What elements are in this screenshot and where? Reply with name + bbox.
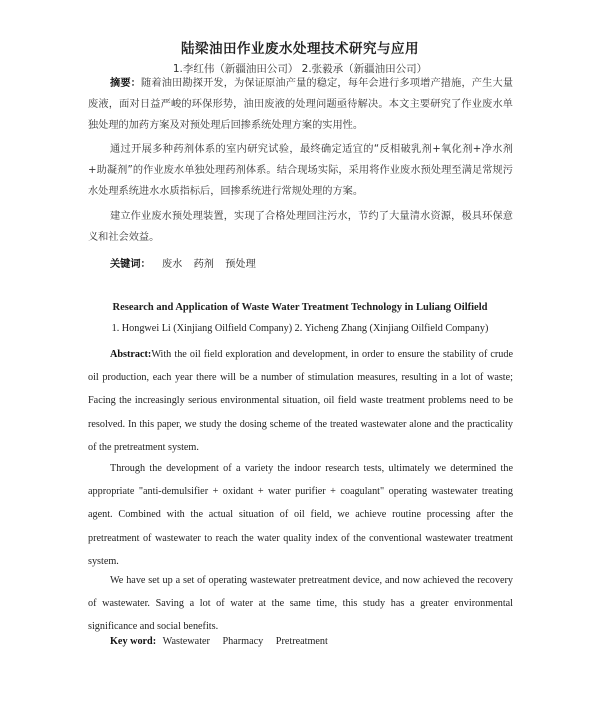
keyword-item: 废水: [162, 259, 183, 270]
chinese-keywords-label: 关键词：: [110, 259, 151, 270]
chinese-keywords: [110, 255, 256, 270]
english-abstract-text: With the oil field exploration and development, in order to ensure the stability of crude oil production, each year there will be a number of stimulation measures, resulting in a lot of waste; Facing the increasingly serious environmental situation, oil field waste treatment problems need to be resolved. In this paper, we study the dosing scheme of the treated wastewater alone and the practicality of the pretreatment system.: [88, 349, 513, 453]
keyword-item: Pharmacy: [222, 636, 264, 647]
chinese-abstract-text: 随着油田勘探开发，为保证原油产量的稳定，每年会进行多项增产措施，产生大量废液，面对日益严峻的环保形势，油田废液的处理问题亟待解决。本文主要研究了作业废水单独处理的加药方案及对预处理后回掺系统处理方案的实用性。: [88, 78, 514, 131]
english-keywords-label: Key word:: [110, 636, 157, 647]
english-paragraph-2: Through the development of a variety the indoor research tests, ultimately we determined the appropriate "anti-demulsifier + oxidant + water purifier + coagulant" operating wastewater treating agent. Combined with the actual situation of oil field, we achieve routine processing after the pretreatment of wastewater to reach the water quality index of the conventional wastewater treatment system.: [88, 463, 513, 567]
keyword-item: 预处理: [225, 259, 256, 270]
chinese-abstract-label: 摘要：: [110, 78, 142, 89]
chinese-paragraph-2: 通过开展多种药剂体系的室内研究试验，最终确定适宜的“反相破乳剂+氧化剂+净水剂+助凝剂”的作业废水单独处理药剂体系。结合现场实际，采用将作业废水预处理至满足常规污水处理系统进水水质指标后，回掺系统进行常规处理的方案。: [88, 144, 513, 197]
chinese-title: 陆梁油田作业废水处理技术研究与应用: [181, 41, 419, 57]
english-abstract-label: Abstract:: [110, 349, 152, 360]
chinese-abstract: [88, 73, 513, 136]
keyword-item: Pretreatment: [275, 636, 328, 647]
english-title: Research and Application of Waste Water Treatment Technology in Luliang Oilfield: [112, 302, 488, 313]
keyword-item: 药剂: [193, 259, 214, 270]
english-paragraph-3: We have set up a set of operating wastewater pretreatment device, and now achieved the recovery of wastewater. Saving a lot of water at the same time, this study has a greater environmental significance and social benefits.: [88, 575, 513, 633]
english-authors: 1. Hongwei Li (Xinjiang Oilfield Company) 2. Yicheng Zhang (Xinjiang Oilfield Company): [111, 323, 489, 334]
chinese-authors: 1.李红伟（新疆油田公司） 2.张毅承（新疆油田公司）: [172, 63, 428, 75]
english-abstract: [88, 343, 513, 459]
keyword-item: Wastewater: [162, 636, 210, 647]
english-keywords: [110, 636, 328, 647]
chinese-paragraph-3: 建立作业废水预处理装置，实现了合格处理回注污水，节约了大量清水资源，极具环保意义和社会效益。: [88, 211, 513, 243]
